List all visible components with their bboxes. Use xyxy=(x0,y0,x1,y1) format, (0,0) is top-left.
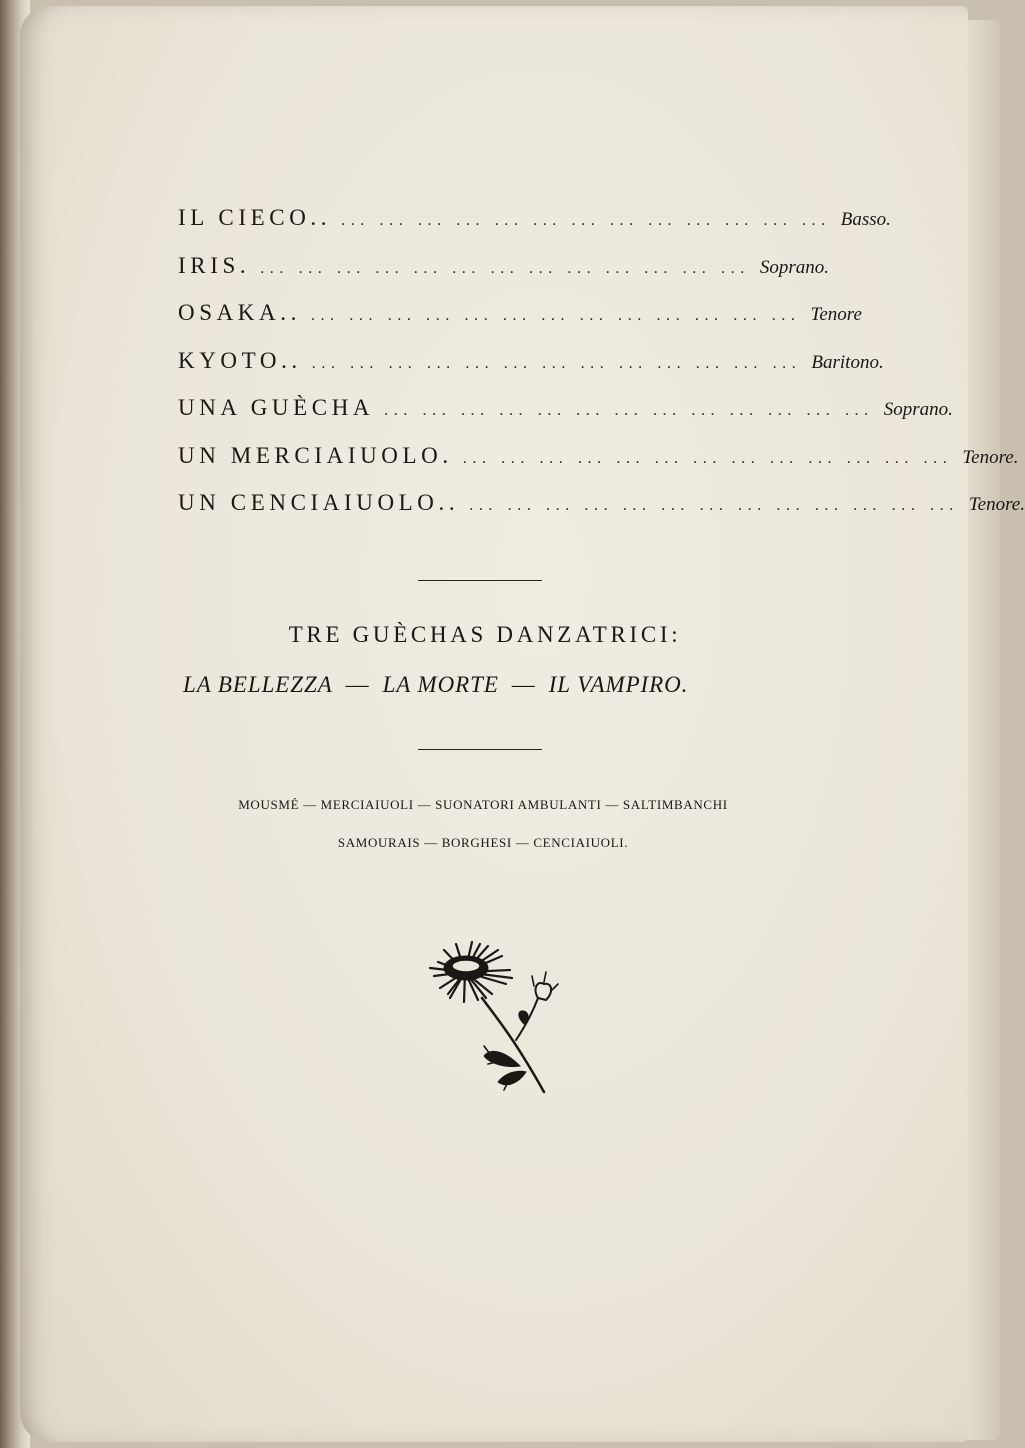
voice-type: Tenore. xyxy=(968,494,1025,515)
voice-type: Soprano. xyxy=(759,256,829,278)
role-name: OSAKA.. xyxy=(178,300,301,325)
dash-separator: — xyxy=(511,672,536,697)
dot-leader: ... ... ... ... ... ... ... ... ... ... ... ... ... xyxy=(469,497,959,514)
dot-leader: ... ... ... ... ... ... ... ... ... ... ... ... ... xyxy=(462,449,953,467)
cast-list xyxy=(178,205,1025,538)
cast-row xyxy=(178,395,953,443)
section-divider xyxy=(418,749,542,750)
role-name: UN MERCIAIUOLO. xyxy=(178,442,453,468)
dancer-name: IL VAMPIRO. xyxy=(548,672,689,697)
role-name: UN CENCIAIUOLO.. xyxy=(178,490,460,515)
dancers-list xyxy=(183,672,823,698)
cast-row xyxy=(178,490,1025,538)
dot-leader: ... ... ... ... ... ... ... ... ... ... ... ... ... xyxy=(311,354,802,372)
chrysanthemum-icon xyxy=(420,932,560,1102)
voice-type: Tenore. xyxy=(962,446,1019,468)
section-divider xyxy=(418,580,542,581)
dancer-name: LA MORTE xyxy=(382,672,499,697)
voice-type: Basso. xyxy=(840,209,891,230)
role-name: UNA GUÈCHA xyxy=(178,395,375,420)
cast-row xyxy=(178,205,891,253)
chorus-line: MOUSMÉ — MERCIAIUOLI — SUONATORI AMBULANTI — SALTIMBANCHI xyxy=(238,797,728,812)
voice-type: Soprano. xyxy=(883,399,953,420)
dot-leader: ... ... ... ... ... ... ... ... ... ... ... ... ... xyxy=(260,259,750,277)
cast-row xyxy=(178,252,829,301)
role-name: IRIS. xyxy=(178,252,251,278)
cast-row xyxy=(178,300,862,348)
voice-type: Tenore xyxy=(810,304,862,325)
chorus-line: SAMOURAIS — BORGHESI — CENCIAIUOLI. xyxy=(337,835,629,850)
dancer-name: LA BELLEZZA xyxy=(183,672,333,697)
cast-row xyxy=(178,347,884,396)
role-name: KYOTO.. xyxy=(178,347,302,373)
dot-leader: ... ... ... ... ... ... ... ... ... ... ... ... ... xyxy=(341,212,831,229)
dash-separator: — xyxy=(345,672,370,697)
role-name: IL CIECO.. xyxy=(178,205,332,230)
voice-type: Baritono. xyxy=(811,351,884,373)
cast-row xyxy=(178,442,1019,491)
dot-leader: ... ... ... ... ... ... ... ... ... ... ... ... ... xyxy=(310,307,801,324)
dancers-heading: TRE GUÈCHAS DANZATRICI: xyxy=(288,622,682,647)
dot-leader: ... ... ... ... ... ... ... ... ... ... ... ... ... xyxy=(384,402,874,419)
